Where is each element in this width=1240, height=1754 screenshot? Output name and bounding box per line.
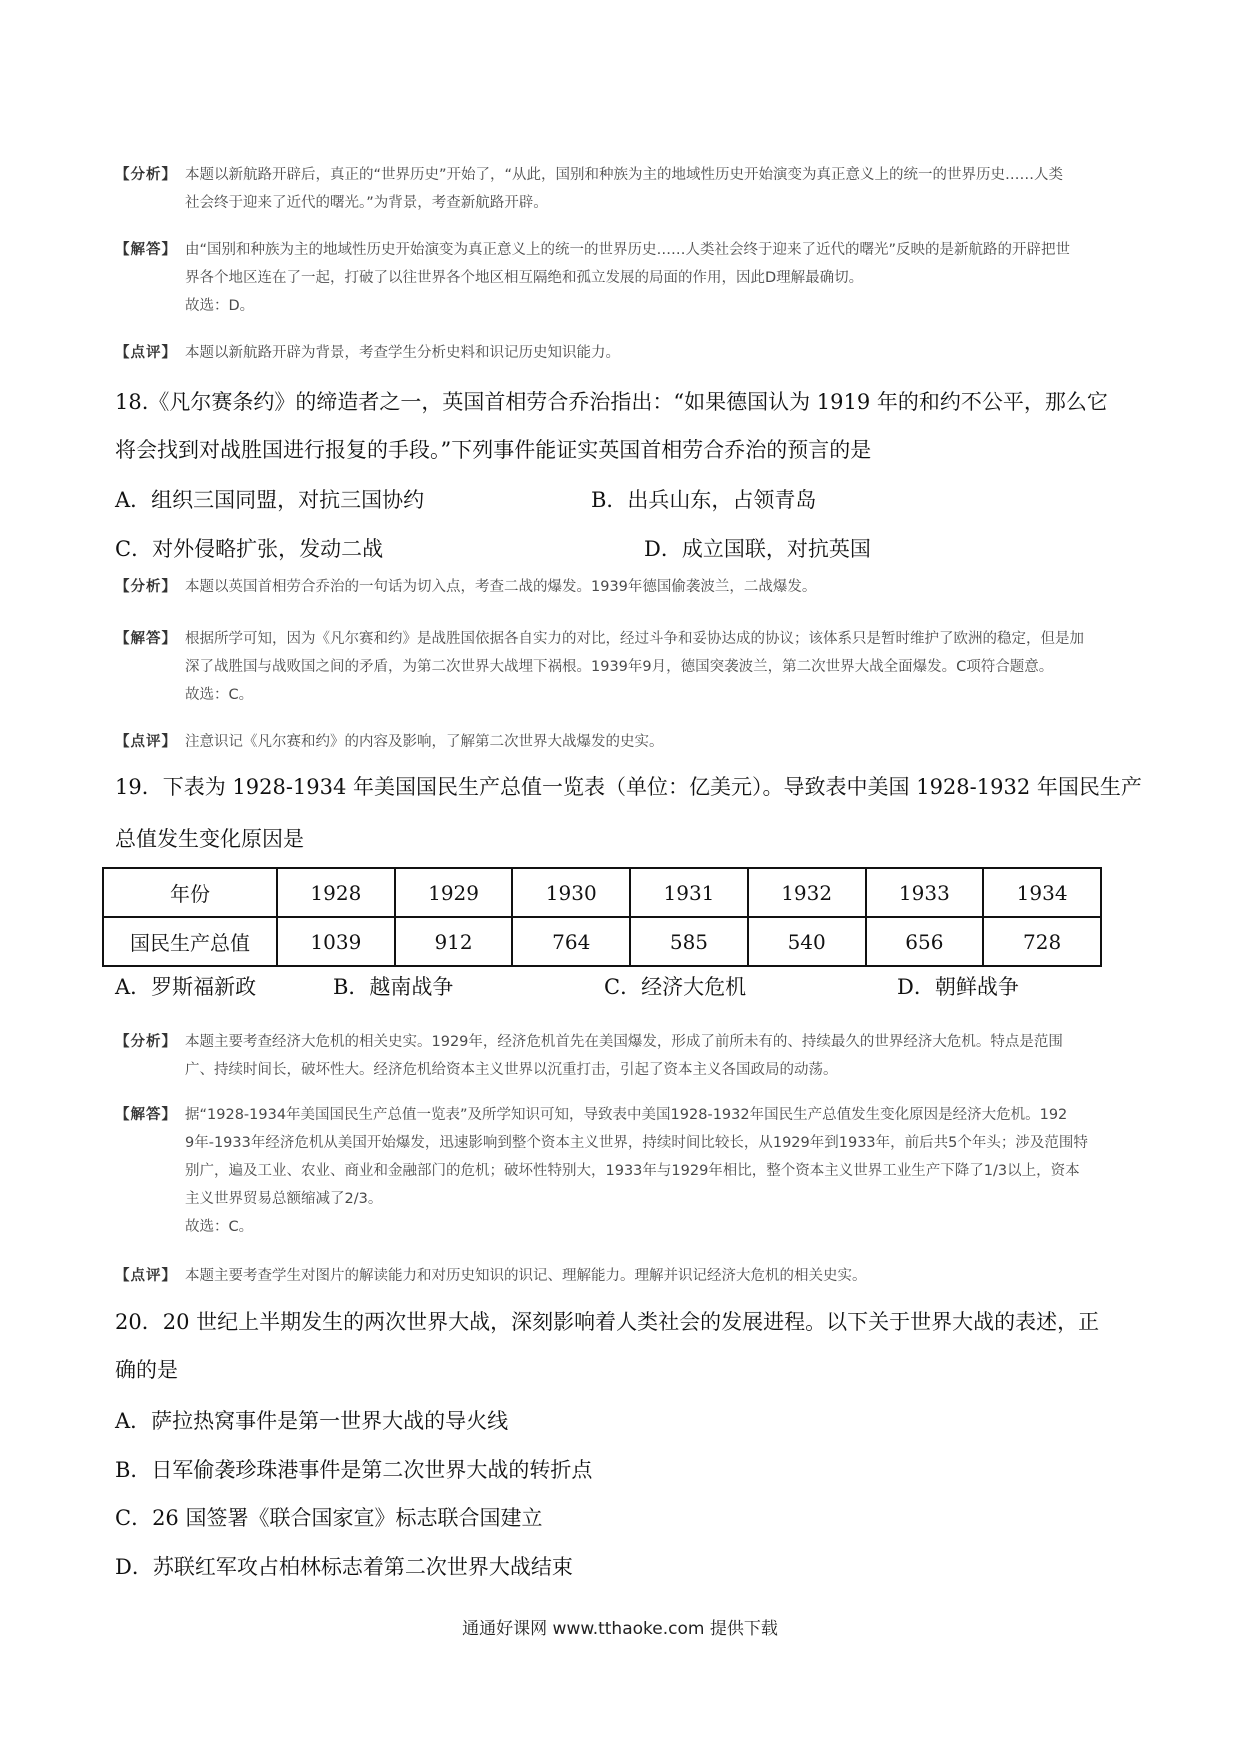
text-line: 别广，遍及工业、农业、商业和金融部门的危机；破坏性特别大，1933年与1929年相比，整个资本主义世界工业生产下降了1/3以上，资本 (185, 1163, 1080, 1179)
text-line: 故选：D。 (185, 298, 255, 314)
table-cell: 1928 (277, 868, 395, 917)
text-line: 18.《凡尔赛条约》的缔造者之一，英国首相劳合乔治指出：“如果德国认为 1919 年的和约不公平，那么它 (115, 390, 1108, 414)
text-line: 确的是 (115, 1358, 178, 1382)
table-cell: 764 (512, 917, 630, 966)
analysis-tag: 【分析】 (115, 1034, 177, 1050)
q19-stem (115, 763, 1142, 863)
q20-stem (115, 1298, 1135, 1394)
text-line: 广、持续时间长，破坏性大。经济危机给资本主义世界以沉重打击，引起了资本主义各国政局的动荡。 (185, 1062, 838, 1078)
comment-tag: 【点评】 (115, 734, 177, 750)
text-line: 总值发生变化原因是 (115, 827, 304, 851)
text-line: 20．20 世纪上半期发生的两次世界大战，深刻影响着人类社会的发展进程。以下关于世界大战的表述，正 (115, 1310, 1100, 1334)
answer-tag: 【解答】 (115, 242, 177, 258)
page-footer: 通通好课网 www.tthaoke.com 提供下载 (462, 1619, 778, 1639)
analysis-tag: 【分析】 (115, 167, 177, 183)
text-line: 据“1928-1934年美国国民生产总值一览表”及所学知识可知，导致表中美国1928-1932年国民生产总值发生变化原因是经济大危机。192 (185, 1107, 1068, 1123)
table-cell: 656 (866, 917, 984, 966)
text-line: 故选：C。 (185, 687, 254, 703)
q19-option-c[interactable]: C．经济大危机 (604, 975, 747, 999)
q18-answer (115, 625, 1155, 709)
table-cell: 1929 (395, 868, 513, 917)
q19-answer (115, 1101, 1155, 1241)
text-line: 故选：C。 (185, 1219, 254, 1235)
text-line: 根据所学可知，因为《凡尔赛和约》是战胜国依据各自实力的对比，经过斗争和妥协达成的协议；该体系只是暂时维护了欧洲的稳定，但是加 (185, 631, 1084, 647)
text-line: 由“国别和种族为主的地域性历史开始演变为真正意义上的统一的世界历史……人类社会终于迎来了近代的曙光”反映的是新航路的开辟把世 (185, 242, 1071, 258)
q18-analysis (115, 573, 1155, 601)
table-cell: 728 (983, 917, 1101, 966)
text-line: 深了战胜国与战败国之间的矛盾，为第二次世界大战埋下祸根。1939年9月，德国突袭波兰，第二次世界大战全面爆发。C项符合题意。 (185, 659, 1054, 675)
q18-stem (115, 378, 1135, 474)
table-cell: 1932 (748, 868, 866, 917)
q18-option-d[interactable]: D．成立国联，对抗英国 (644, 537, 871, 561)
text-line: 本题以英国首相劳合乔治的一句话为切入点，考查二战的爆发。1939年德国偷袭波兰，二战爆发。 (185, 579, 817, 595)
text-line: 9年-1933年经济危机从美国开始爆发，迅速影响到整个资本主义世界，持续时间比较长，从1929年到1933年，前后共5个年头；涉及范围特 (185, 1135, 1088, 1151)
text-line: 注意识记《凡尔赛和约》的内容及影响，了解第二次世界大战爆发的史实。 (185, 734, 664, 750)
q17-analysis (115, 161, 1155, 217)
table-cell: 1931 (630, 868, 748, 917)
text-line: 社会终于迎来了近代的曙光。”为背景，考查新航路开辟。 (185, 195, 548, 211)
table-cell: 540 (748, 917, 866, 966)
table-header-cell: 国民生产总值 (103, 917, 277, 966)
answer-tag: 【解答】 (115, 1107, 177, 1123)
q20-option-b[interactable]: B．日军偷袭珍珠港事件是第二次世界大战的转折点 (115, 1458, 593, 1482)
q18-comment (115, 728, 1155, 756)
q18-option-c[interactable]: C．对外侵略扩张，发动二战 (115, 537, 384, 561)
table-header-cell: 年份 (103, 868, 277, 917)
table-cell: 1933 (866, 868, 984, 917)
q20-option-a[interactable]: A．萨拉热窝事件是第一世界大战的导火线 (115, 1409, 509, 1433)
text-line: 将会找到对战胜国进行报复的手段。”下列事件能证实英国首相劳合乔治的预言的是 (115, 438, 872, 462)
q19-option-a[interactable]: A．罗斯福新政 (115, 975, 257, 999)
q18-option-a[interactable]: A．组织三国同盟，对抗三国协约 (115, 488, 425, 512)
table-row (103, 868, 1101, 917)
analysis-tag: 【分析】 (115, 579, 177, 595)
table-cell: 912 (395, 917, 513, 966)
text-line: 界各个地区连在了一起，打破了以往世界各个地区相互隔绝和孤立发展的局面的作用，因此D理解最确切。 (185, 270, 864, 286)
table-cell: 585 (630, 917, 748, 966)
q19-option-b[interactable]: B．越南战争 (333, 975, 454, 999)
q19-option-d[interactable]: D．朝鲜战争 (897, 975, 1019, 999)
q18-option-b[interactable]: B．出兵山东，占领青岛 (591, 488, 817, 512)
q17-answer (115, 236, 1155, 320)
table-cell: 1039 (277, 917, 395, 966)
gdp-table (102, 867, 1102, 967)
text-line: 本题主要考查经济大危机的相关史实。1929年，经济危机首先在美国爆发，形成了前所未有的、持续最久的世界经济大危机。特点是范围 (185, 1034, 1063, 1050)
q19-analysis (115, 1028, 1155, 1084)
text-line: 19．下表为 1928-1934 年美国国民生产总值一览表（单位：亿美元）。导致表中美国 1928-1932 年国民生产 (115, 775, 1142, 799)
q20-option-d[interactable]: D．苏联红军攻占柏林标志着第二次世界大战结束 (115, 1555, 573, 1579)
q19-comment (115, 1262, 1155, 1290)
text-line: 本题以新航路开辟为背景，考查学生分析史料和识记历史知识能力。 (185, 345, 620, 361)
answer-tag: 【解答】 (115, 631, 177, 647)
table-cell: 1934 (983, 868, 1101, 917)
text-line: 主义世界贸易总额缩减了2/3。 (185, 1191, 383, 1207)
text-line: 本题以新航路开辟后，真正的“世界历史”开始了，“从此，国别和种族为主的地域性历史开始演变为真正意义上的统一的世界历史……人类 (185, 167, 1064, 183)
table-row (103, 917, 1101, 966)
text-line: 本题主要考查学生对图片的解读能力和对历史知识的识记、理解能力。理解并识记经济大危机的相关史实。 (185, 1268, 867, 1284)
q17-comment (115, 339, 1155, 367)
q20-option-c[interactable]: C．26 国签署《联合国家宣》标志联合国建立 (115, 1506, 543, 1530)
comment-tag: 【点评】 (115, 345, 177, 361)
table-cell: 1930 (512, 868, 630, 917)
comment-tag: 【点评】 (115, 1268, 177, 1284)
